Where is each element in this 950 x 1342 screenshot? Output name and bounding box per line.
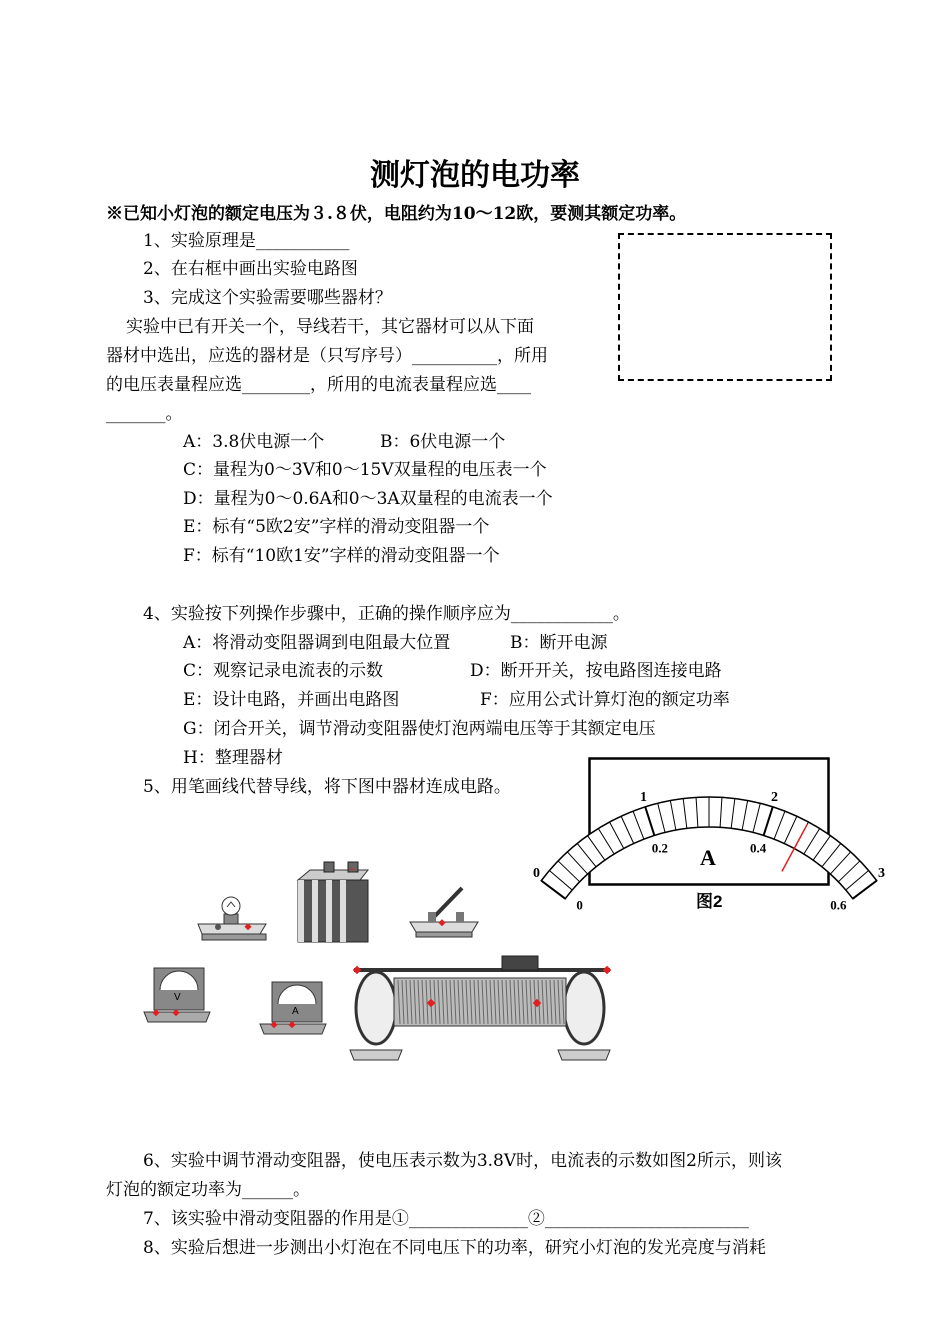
equip-c: C：量程为0～3V和0～15V双量程的电压表一个: [183, 460, 547, 480]
lamp-icon: [198, 897, 266, 940]
battery-icon: [298, 862, 368, 942]
step-h: H：整理器材: [183, 748, 283, 768]
rheostat-icon: [350, 956, 611, 1060]
ammeter-figure: [532, 757, 886, 917]
meter-bottom-label: 0.6: [830, 897, 847, 913]
step-c: C：观察记录电流表的示数: [183, 661, 384, 681]
switch-icon: [410, 888, 478, 937]
step-b: B：断开电源: [510, 633, 608, 653]
question-1: 1、实验原理是___________: [143, 231, 350, 251]
step-d: D：断开开关，按电路图连接电路: [470, 661, 722, 681]
figure-caption: 图2: [696, 892, 723, 911]
meter-top-label: 0: [532, 866, 540, 882]
step-a: A：将滑动变阻器调到电阻最大位置: [183, 633, 451, 653]
question-5: 5、用笔画线代替导线，将下图中器材连成电路。: [143, 777, 511, 797]
question-7: 7、该实验中滑动变阻器的作用是①______________②________________________: [143, 1209, 749, 1229]
voltmeter-letter: V: [174, 992, 181, 1003]
meter-top-label: 3: [878, 866, 886, 882]
question-3: 3、完成这个实验需要哪些器材？: [143, 288, 392, 308]
ammeter-letter: A: [292, 1006, 299, 1017]
equip-d: D：量程为0～0.6A和0～3A双量程的电流表一个: [183, 489, 553, 509]
question-4: 4、实验按下列操作步骤中，正确的操作顺序应为____________。: [143, 604, 630, 624]
meter-bottom-label: 0: [576, 897, 583, 913]
equip-b: B：6伏电源一个: [380, 432, 506, 452]
question-3-line-4: _______。: [106, 404, 183, 424]
page-title: 测灯泡的电功率: [370, 158, 580, 193]
step-e: E：设计电路，并画出电路图: [183, 690, 400, 710]
ammeter-unit-label: A: [700, 845, 716, 870]
meter-bottom-label: 0.4: [750, 840, 767, 856]
svg-text:+: +: [348, 865, 356, 875]
question-6-line-2: 灯泡的额定功率为______。: [106, 1180, 310, 1200]
equip-e: E：标有“5欧2安”字样的滑动变阻器一个: [183, 517, 490, 537]
question-3-line-2: 器材中选出，应选的器材是（只写序号）__________，所用: [106, 346, 548, 366]
voltmeter-icon: [144, 968, 210, 1022]
equip-a: A：3.8伏电源一个: [183, 432, 325, 452]
meter-top-label: 1: [639, 790, 647, 806]
question-2: 2、在右框中画出实验电路图: [143, 259, 358, 279]
question-8: 8、实验后想进一步测出小灯泡在不同电压下的功率，研究小灯泡的发光亮度与消耗: [143, 1238, 766, 1258]
question-6-line-1: 6、实验中调节滑动变阻器，使电压表示数为3.8V时，电流表的示数如图2所示，则该: [143, 1151, 782, 1171]
intro-text: ※已知小灯泡的额定电压为３.８伏，电阻约为10～12欧，要测其额定功率。: [106, 204, 687, 224]
question-3-line-1: 实验中已有开关一个，导线若干，其它器材可以从下面: [126, 317, 534, 337]
ammeter-icon: [260, 982, 326, 1034]
step-g: G：闭合开关，调节滑动变阻器使灯泡两端电压等于其额定电压: [183, 719, 656, 739]
equipment-illustration: [140, 850, 620, 1065]
meter-top-label: 2: [771, 790, 779, 806]
question-3-line-3: 的电压表量程应选________，所用的电流表量程应选____: [106, 375, 531, 395]
meter-bottom-label: 0.2: [651, 840, 668, 856]
equip-f: F：标有“10欧1安”字样的滑动变阻器一个: [183, 546, 500, 566]
circuit-diagram-box: [618, 233, 832, 381]
step-f: F：应用公式计算灯泡的额定功率: [480, 690, 730, 710]
